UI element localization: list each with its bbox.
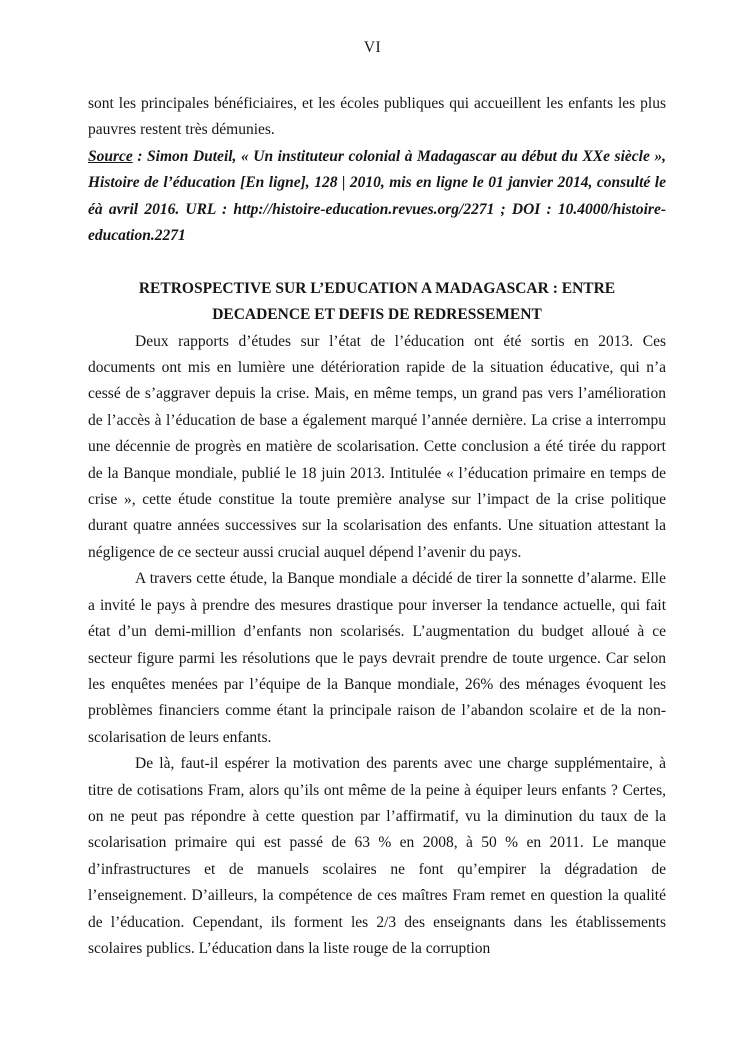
body-paragraph: A travers cette étude, la Banque mondiale a décidé de tirer la sonnette d’alarme. Elle a invité le pays à prendre des mesures drastique pour inverser la tendance actuelle, qui fait état d’un demi-million d’enfants non scolarisés. L’augmentation du budget alloué à ce secteur figure parmi les résolutions que le pays devrait prendre de toute urgence. Car selon les enquêtes menées par l’équipe de la Banque mondiale, 26% des ménages évoquent les problèmes financiers comme étant la principale raison de l’abandon scolaire et de la non-scolarisation de leurs enfants. [88, 570, 666, 746]
continued-paragraph: sont les principales bénéficiaires, et les écoles publiques qui accueillent les enfants les plus pauvres restent très démunies. [88, 95, 666, 139]
section-heading: RETROSPECTIVE SUR L’EDUCATION A MADAGASCAR : ENTRE DECADENCE ET DEFIS DE REDRESSEMENT [138, 279, 616, 324]
page-number: VI [363, 39, 382, 56]
source-label: Source [88, 147, 133, 165]
source-citation [88, 144, 666, 250]
body-paragraph: De là, faut-il espérer la motivation des parents avec une charge supplémentaire, à titre de cotisations Fram, alors qu’ils ont même de la peine à équiper leurs enfants ? Certes, on ne peut pas répondre à cette question par l’affirmatif, vu la diminution du taux de la scolarisation primaire qui est passé de 63 % en 2008, à 50 % en 2011. Le manque d’infrastructures et de manuels scolaires ne font qu’empirer la dégradation de l’enseignement. D’ailleurs, la compétence de ces maîtres Fram remet en question la qualité de l’éducation. Cependant, ils forment les 2/3 des enseignants dans les établissements scolaires publics. L’éducation dans la liste rouge de la corruption [88, 755, 666, 957]
source-text: : Simon Duteil, « Un instituteur colonial à Madagascar au début du XXe siècle », Histoire de l’éducation [En ligne], 128 | 2010, mis en ligne le 01 janvier 2014, consulté le éà avril 2016. URL : http://histoire-education.revues.org/2271 ; DOI : 10.4000/histoire-education.2271 [88, 147, 666, 245]
page-content [88, 91, 666, 962]
body-paragraph: Deux rapports d’études sur l’état de l’éducation ont été sortis en 2013. Ces documents ont mis en lumière une détérioration rapide de la situation éducative, qui n’a cessé de s’aggraver depuis la crise. Mais, en même temps, un grand pas vers l’amélioration de l’accès à l’éducation de base a également marqué l’année dernière. La crise a interrompu une décennie de progrès en matière de scolarisation. Cette conclusion a été tirée du rapport de la Banque mondiale, publié le 18 juin 2013. Intitulée « l’éducation primaire en temps de crise », cette étude constitue la toute première analyse sur l’impact de la crise politique durant quatre années successives sur la scolarisation des enfants. Une situation attestant la négligence de ce secteur aussi crucial auquel dépend l’avenir du pays. [88, 332, 666, 561]
